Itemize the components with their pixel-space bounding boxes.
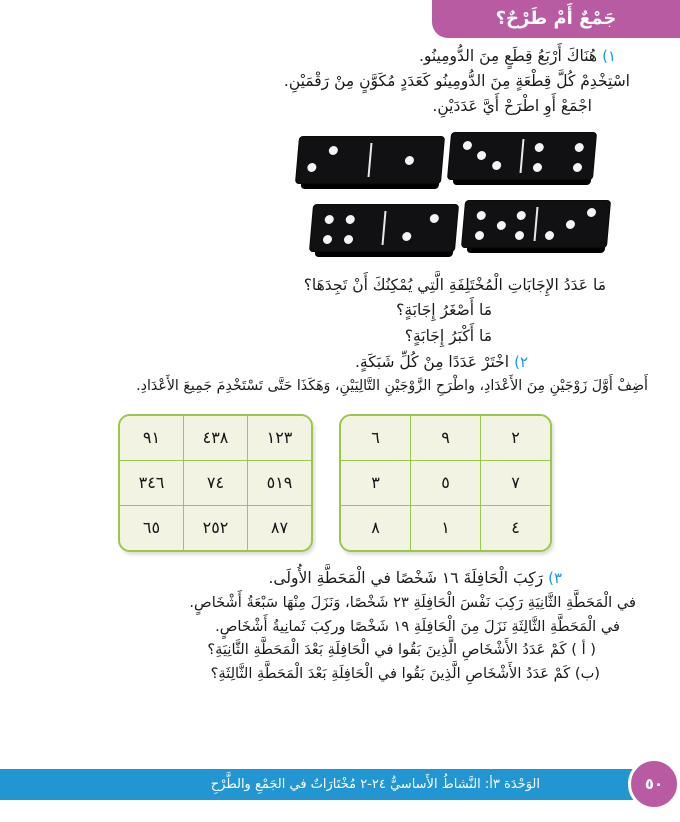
grid-cell: ٥ bbox=[411, 460, 481, 505]
page-footer bbox=[0, 732, 680, 822]
grid-cell: ٣٤٦ bbox=[120, 460, 184, 505]
domino-pip bbox=[477, 211, 487, 220]
grid-cell: ٨٧ bbox=[248, 505, 312, 550]
grid-cell: ٣ bbox=[341, 460, 411, 505]
domino-pip bbox=[323, 235, 333, 244]
domino-top-left bbox=[298, 137, 442, 189]
grid-cell: ٢ bbox=[481, 416, 551, 461]
grid-cell: ١٢٣ bbox=[248, 416, 312, 461]
grid-cell: ١ bbox=[411, 505, 481, 550]
page-number-badge bbox=[628, 758, 680, 810]
domino-pip bbox=[514, 231, 524, 240]
page-title: جَمْعٌ أَمْ طَرْحٌ؟ bbox=[495, 7, 617, 29]
domino-pip bbox=[492, 161, 502, 170]
question-3-number: ٣) bbox=[548, 568, 562, 587]
grid-cell: ٤٣٨ bbox=[184, 416, 248, 461]
grid-cell: ٥١٩ bbox=[248, 460, 312, 505]
question-3-line-3: في الْمَحَطَّةِ الثَّالِثَةِ نَزَلَ مِنَ الْحَافِلَةِ ١٩ شَخْصًا وركِبَ ثَمانِيةُ أَشْخَاصٍ. bbox=[215, 617, 620, 635]
domino-half-right bbox=[520, 135, 596, 177]
footer-bar bbox=[0, 769, 652, 800]
table-row bbox=[341, 505, 550, 550]
domino-pip bbox=[545, 231, 555, 240]
domino-pip bbox=[535, 143, 545, 152]
grid-cell: ٦ bbox=[341, 416, 411, 461]
question-1-line-2: اسْتِخْدِمْ كُلَّ قِطْعَةٍ مِنَ الدُّومِينُو كَعَدَدٍ مُكَوَّنٍ مِنْ رَقْمَيْنِ. bbox=[283, 72, 630, 91]
domino-pip bbox=[325, 215, 335, 224]
domino-pip bbox=[343, 235, 353, 244]
page-header-banner bbox=[432, 0, 680, 38]
domino-illustration-group bbox=[18, 133, 652, 265]
grid-cell: ٩١ bbox=[120, 416, 184, 461]
domino-half-right bbox=[382, 207, 458, 249]
grid-cell: ٢٥٢ bbox=[184, 505, 248, 550]
footer-text: الوَحْدَة ٣أ: النَّشاطُ الأَساسيُّ ٢٤-٢ مُخْتَارَاتٌ في الجَمْعِ والطَّرْحِ bbox=[210, 777, 540, 792]
question-2-number: ٢) bbox=[514, 352, 528, 371]
domino-pip bbox=[402, 233, 412, 242]
number-grids-row bbox=[18, 414, 652, 552]
domino-half-left bbox=[462, 203, 538, 245]
question-1-followup-3: مَا أَكْبَرُ إِجَابَةٍ؟ bbox=[404, 326, 492, 345]
grid-cell: ٧ bbox=[481, 460, 551, 505]
domino-half-left bbox=[448, 135, 524, 177]
page-number: ٥٠ bbox=[644, 775, 664, 793]
domino-half-left bbox=[310, 207, 386, 249]
grid-cell: ٩ bbox=[411, 416, 481, 461]
domino-half-left bbox=[296, 139, 372, 181]
question-1 bbox=[18, 44, 652, 119]
domino-half-right bbox=[368, 139, 444, 181]
grid-cell: ٤ bbox=[481, 505, 551, 550]
question-2-line-2: أَضِفْ أَوَّلَ زَوْجَيْنِ مِنَ الأَعْدَادِ، واطْرَحِ الزَّوْجَيْنِ التَّالِيَيْنِ، وَهَكَذَا حَتَّى تَسْتَخْدِمَ جَمِيعَ الأَعْدَادِ. bbox=[136, 377, 648, 394]
question-3-sub-a: ( أ ) كَمْ عَدَدُ الأَشْخَاصِ الَّذِينَ بَقُوا في الْحَافِلَةِ بَعْدَ الْمَحَطَّةِ الثَّانِيَةِ؟ bbox=[207, 641, 596, 659]
domino-pip bbox=[477, 151, 487, 160]
domino-pip bbox=[533, 163, 543, 172]
domino-pip bbox=[475, 231, 485, 240]
question-1-number: ١) bbox=[602, 47, 616, 65]
question-1-line-1: ١) هُنَاكَ أَرْبَعُ قِطَعٍ مِنَ الدُّومِينُو. bbox=[18, 44, 652, 69]
domino-pip bbox=[345, 215, 355, 224]
question-1-followup-1: مَا عَدَدُ الإِجَابَاتِ الْمُخْتَلِفَةِ الَّتِي يُمْكِنُكَ أَنْ تَجِدَهَا؟ bbox=[303, 276, 606, 295]
domino-pip bbox=[429, 214, 439, 223]
table-row bbox=[120, 416, 311, 461]
question-1-followup-2: مَا أَصْغَرُ إِجَابَةٍ؟ bbox=[396, 301, 492, 320]
single-digit-number-grid bbox=[339, 414, 552, 552]
domino-pip bbox=[516, 211, 526, 220]
question-1-followups bbox=[18, 273, 652, 348]
table-row bbox=[120, 460, 311, 505]
question-2 bbox=[18, 350, 652, 398]
page-content bbox=[0, 44, 680, 686]
domino-pip bbox=[307, 164, 317, 173]
table-row bbox=[341, 416, 550, 461]
grid-cell: ٧٤ bbox=[184, 460, 248, 505]
domino-pip bbox=[496, 221, 506, 230]
question-3 bbox=[18, 566, 652, 686]
domino-bottom-right bbox=[464, 201, 608, 253]
table-row bbox=[341, 460, 550, 505]
question-2-line-1: ٢) اخْتَرْ عَدَدًا مِنْ كُلِّ شَبَكَةٍ. bbox=[18, 350, 652, 375]
domino-pip bbox=[574, 143, 584, 152]
table-row bbox=[120, 505, 311, 550]
domino-pip bbox=[462, 141, 472, 150]
grid-cell: ٦٥ bbox=[120, 505, 184, 550]
three-digit-number-grid bbox=[118, 414, 313, 552]
domino-half-right bbox=[534, 203, 610, 245]
question-3-line-1: ٣) رَكِبَ الْحَافِلَةَ ١٦ شَخْصًا في الْمَحَطَّةِ الأُولَى. bbox=[18, 566, 652, 591]
domino-top-right bbox=[450, 133, 594, 185]
domino-pip bbox=[566, 220, 576, 229]
domino-bottom-left bbox=[312, 205, 456, 257]
domino-pip bbox=[404, 156, 414, 165]
question-3-line-2: في الْمَحَطَّةِ الثَّانِيَةِ رَكِبَ نَفْسَ الْحَافِلَةِ ٢٣ شَخْصًا، وَنَزَلَ مِنْهَا سَبْعَةُ أَشْخَاصٍ. bbox=[189, 593, 636, 611]
question-1-line-3: اجْمَعْ أَوِ اطْرَحْ أَيَّ عَدَدَيْنِ. bbox=[432, 97, 592, 116]
domino-pip bbox=[572, 163, 582, 172]
grid-cell: ٨ bbox=[341, 505, 411, 550]
domino-pip bbox=[329, 146, 339, 155]
question-3-sub-b: (ب) كَمْ عَدَدُ الأَشْخَاصِ الَّذِينَ بَقُوا في الْحَافِلَةِ بَعْدَ الْمَحَطَّةِ الثَّالِثَةِ؟ bbox=[210, 664, 600, 682]
domino-pip bbox=[587, 208, 597, 217]
